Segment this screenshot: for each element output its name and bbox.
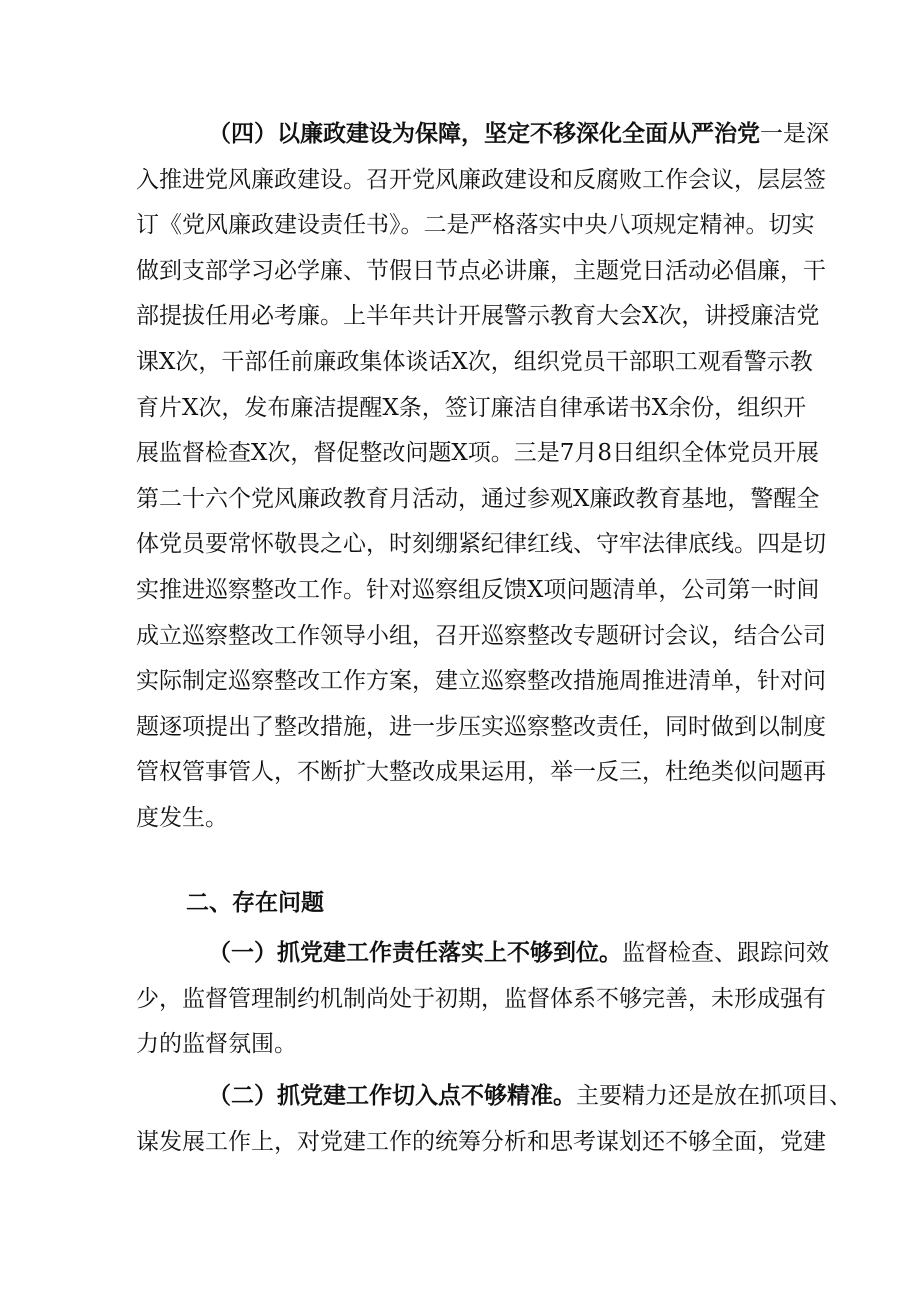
text-line: 订《党风廉政建设责任书》。二是严格落实中央八项规定精神。切实 <box>136 212 815 239</box>
text-line <box>136 1073 852 1120</box>
text-line: 管权管事管人，不断扩大整改成果运用，举一反三，杜绝类似问题再 <box>136 759 826 786</box>
section-heading: 二、存在问题 <box>186 889 324 916</box>
text-line: 少，监督管理制约机制尚处于初期，监督体系不够完善，未形成强有 <box>136 985 826 1012</box>
text-line: 度发生。 <box>136 804 228 831</box>
text-line: 入推进党风廉政建设。召开党风廉政建设和反腐败工作会议，层层签 <box>136 166 826 193</box>
paragraph-problem-1 <box>136 930 829 1068</box>
paragraph-problem-2 <box>136 1073 852 1165</box>
text-run: 监督检查、跟踪问效 <box>622 940 829 966</box>
text-line: 课X次，干部任前廉政集体谈话X次，组织党员干部职工观看警示教 <box>136 348 813 375</box>
text-line: 第二十六个党风廉政教育月活动，通过参观X廉政教育基地，警醒全 <box>136 485 820 512</box>
text-line: 谋发展工作上，对党建工作的统筹分析和思考谋划还不够全面，党建 <box>136 1128 826 1155</box>
paragraph-lead-bold: （一）抓党建工作责任落实上不够到位。 <box>208 939 622 966</box>
text-line: 实推进巡察整改工作。针对巡察组反馈X项问题清单，公司第一时间 <box>136 576 820 603</box>
text-line: 力的监督氛围。 <box>136 1031 297 1058</box>
paragraph-lead-bold: （二）抓党建工作切入点不够精准。 <box>208 1082 576 1109</box>
text-line: 做到支部学习必学廉、节假日节点必讲廉，主题党日活动必倡廉，干 <box>136 257 826 284</box>
paragraph-lead-bold: （四）以廉政建设为保障，坚定不移深化全面从严治党 <box>208 120 760 147</box>
text-line: 题逐项提出了整改措施，进一步压实巡察整改责任，同时做到以制度 <box>136 713 826 740</box>
text-run: 主要精力还是放在抓项目、 <box>576 1083 852 1109</box>
text-line <box>136 111 829 158</box>
paragraph-anti-corruption <box>136 111 829 842</box>
text-line: 体党员要常怀敬畏之心，时刻绷紧纪律红线、守牢法律底线。四是切 <box>136 531 826 558</box>
text-line: 实际制定巡察整改工作方案，建立巡察整改措施周推进清单，针对问 <box>136 668 826 695</box>
text-line: 部提拔任用必考廉。上半年共计开展警示教育大会X次，讲授廉洁党 <box>136 303 820 330</box>
text-line: 育片X次，发布廉洁提醒X条，签订廉洁自律承诺书X余份，组织开 <box>136 394 807 421</box>
text-line <box>136 930 829 977</box>
text-run: 一是深 <box>760 121 829 147</box>
text-line: 展监督检查X次，督促整改问题X项。三是7月8日组织全体党员开展 <box>136 440 820 467</box>
text-line: 成立巡察整改工作领导小组，召开巡察整改专题研讨会议，结合公司 <box>136 622 826 649</box>
